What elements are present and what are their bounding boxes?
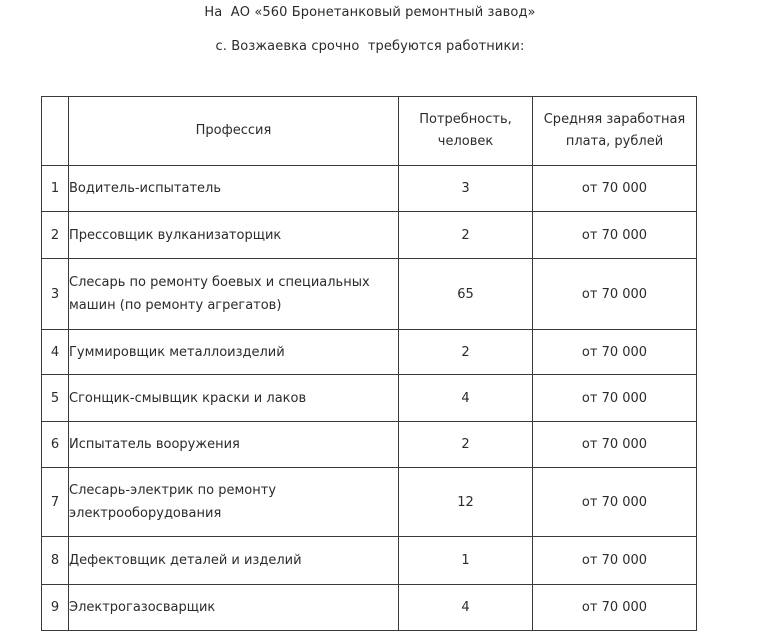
row-number: 6 xyxy=(42,422,69,468)
header-need xyxy=(399,97,533,166)
row-profession-line-1: Сгонщик-смывщик краски и лаков xyxy=(69,390,307,406)
row-pay: от 70 000 xyxy=(533,330,697,375)
table-row xyxy=(42,422,697,468)
header-need-line-1: Потребность, xyxy=(419,112,512,127)
header-pay-line-2: плата, рублей xyxy=(565,134,664,149)
table-row xyxy=(42,468,697,537)
table-row xyxy=(42,259,697,330)
row-need: 2 xyxy=(399,422,533,468)
header-num xyxy=(42,97,69,166)
row-profession xyxy=(69,212,399,259)
row-number: 4 xyxy=(42,330,69,375)
row-pay: от 70 000 xyxy=(533,537,697,585)
row-number: 7 xyxy=(42,468,69,537)
row-profession xyxy=(69,468,399,537)
row-profession xyxy=(69,330,399,375)
row-number: 8 xyxy=(42,537,69,585)
row-need: 1 xyxy=(399,537,533,585)
row-number: 5 xyxy=(42,375,69,422)
row-profession-line-1: Прессовщик вулканизаторщик xyxy=(69,227,282,243)
row-profession-line-1: Испытатель вооружения xyxy=(69,437,240,452)
row-profession-line-1: Слесарь по ремонту боевых и специальных xyxy=(69,275,370,290)
row-need: 4 xyxy=(399,585,533,631)
header-profession: Профессия xyxy=(69,97,399,166)
row-need: 65 xyxy=(399,259,533,330)
row-profession-line-2: машин (по ремонту агрегатов) xyxy=(69,298,282,313)
table-row xyxy=(42,166,697,212)
row-profession xyxy=(69,166,399,212)
header-pay-line-1: Средняя заработная xyxy=(543,112,686,127)
row-profession xyxy=(69,259,399,330)
row-pay: от 70 000 xyxy=(533,212,697,259)
row-profession-line-1: Электрогазосварщик xyxy=(69,600,216,615)
row-profession-line-1: Дефектовщик деталей и изделий xyxy=(69,553,302,568)
table-row xyxy=(42,375,697,422)
row-number: 1 xyxy=(42,166,69,212)
row-need: 2 xyxy=(399,212,533,259)
row-profession-line-1: Гуммировщик металлоизделий xyxy=(69,344,285,360)
row-pay: от 70 000 xyxy=(533,259,697,330)
table-row xyxy=(42,537,697,585)
row-profession-line-1: Слесарь-электрик по ремонту xyxy=(69,483,277,498)
row-profession-line-2: электрооборудования xyxy=(69,506,222,521)
row-number: 3 xyxy=(42,259,69,330)
row-pay: от 70 000 xyxy=(533,585,697,631)
row-pay: от 70 000 xyxy=(533,166,697,212)
row-profession xyxy=(69,375,399,422)
row-need: 4 xyxy=(399,375,533,422)
vacancies-table xyxy=(41,96,697,631)
row-need: 12 xyxy=(399,468,533,537)
row-profession xyxy=(69,537,399,585)
row-need: 2 xyxy=(399,330,533,375)
row-profession-line-1: Водитель-испытатель xyxy=(69,181,221,196)
table-header-row xyxy=(42,97,697,166)
row-need: 3 xyxy=(399,166,533,212)
row-pay: от 70 000 xyxy=(533,375,697,422)
header-pay xyxy=(533,97,697,166)
row-number: 9 xyxy=(42,585,69,631)
table-row xyxy=(42,212,697,259)
document-heading-line-1: На АО «560 Бронетанковый ремонтный завод» xyxy=(204,5,536,20)
row-number: 2 xyxy=(42,212,69,259)
table-row xyxy=(42,330,697,375)
document-heading-line-2: с. Возжаевка срочно требуются работники: xyxy=(215,39,525,54)
row-pay: от 70 000 xyxy=(533,468,697,537)
row-profession xyxy=(69,422,399,468)
row-pay: от 70 000 xyxy=(533,422,697,468)
header-need-line-2: человек xyxy=(437,134,494,149)
